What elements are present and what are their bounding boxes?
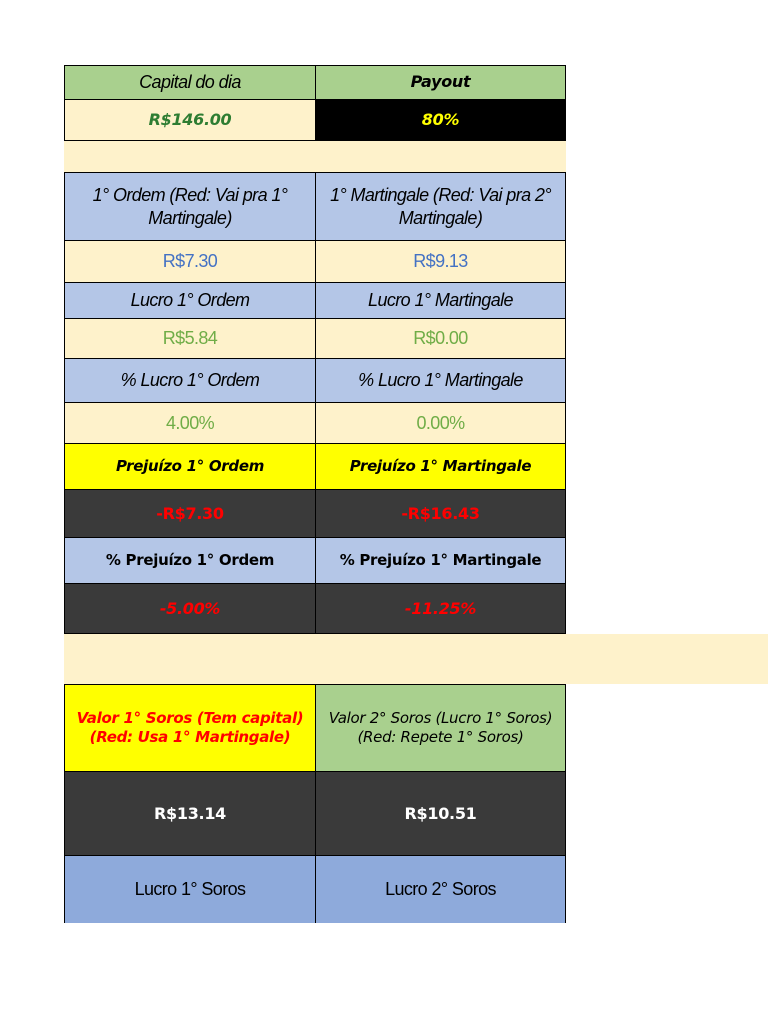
lucro-ordem-label: Lucro 1° Ordem [64,282,316,319]
soros1-label: Valor 1° Soros (Tem capital) (Red: Usa 1° Martingale) [64,684,316,772]
lucro-soros1-label: Lucro 1° Soros [64,855,316,923]
prejuizo-martingale-value: -R$16.43 [315,489,566,538]
capital-do-dia-label: Capital do dia [64,65,316,100]
payout-label: Payout [315,65,566,100]
capital-do-dia-value: R$146.00 [64,99,316,141]
pct-prejuizo-martingale-label: % Prejuízo 1° Martingale [315,537,566,584]
soros2-value: R$10.51 [315,771,566,856]
pct-lucro-ordem-value: 4.00% [64,402,316,444]
lucro-soros2-label: Lucro 2° Soros [315,855,566,923]
martingale-value: R$9.13 [315,240,566,283]
soros2-label: Valor 2° Soros (Lucro 1° Soros)(Red: Repete 1° Soros) [315,684,566,772]
lucro-ordem-value: R$5.84 [64,318,316,359]
pct-lucro-martingale-value: 0.00% [315,402,566,444]
prejuizo-ordem-value: -R$7.30 [64,489,316,538]
prejuizo-martingale-label: Prejuízo 1° Martingale [315,443,566,490]
soros1-value: R$13.14 [64,771,316,856]
payout-value: 80% [315,99,566,141]
lucro-martingale-value: R$0.00 [315,318,566,359]
pct-lucro-ordem-label: % Lucro 1° Ordem [64,358,316,403]
spacer-band-2 [64,634,768,684]
ordem-value: R$7.30 [64,240,316,283]
pct-prejuizo-martingale-value: -11.25% [315,583,566,634]
spacer-band-1 [64,141,566,172]
martingale-label: 1° Martingale (Red: Vai pra 2° Martingale) [315,172,566,241]
ordem-label: 1° Ordem (Red: Vai pra 1° Martingale) [64,172,316,241]
pct-prejuizo-ordem-label: % Prejuízo 1° Ordem [64,537,316,584]
pct-prejuizo-ordem-value: -5.00% [64,583,316,634]
prejuizo-ordem-label: Prejuízo 1° Ordem [64,443,316,490]
lucro-martingale-label: Lucro 1° Martingale [315,282,566,319]
pct-lucro-martingale-label: % Lucro 1° Martingale [315,358,566,403]
